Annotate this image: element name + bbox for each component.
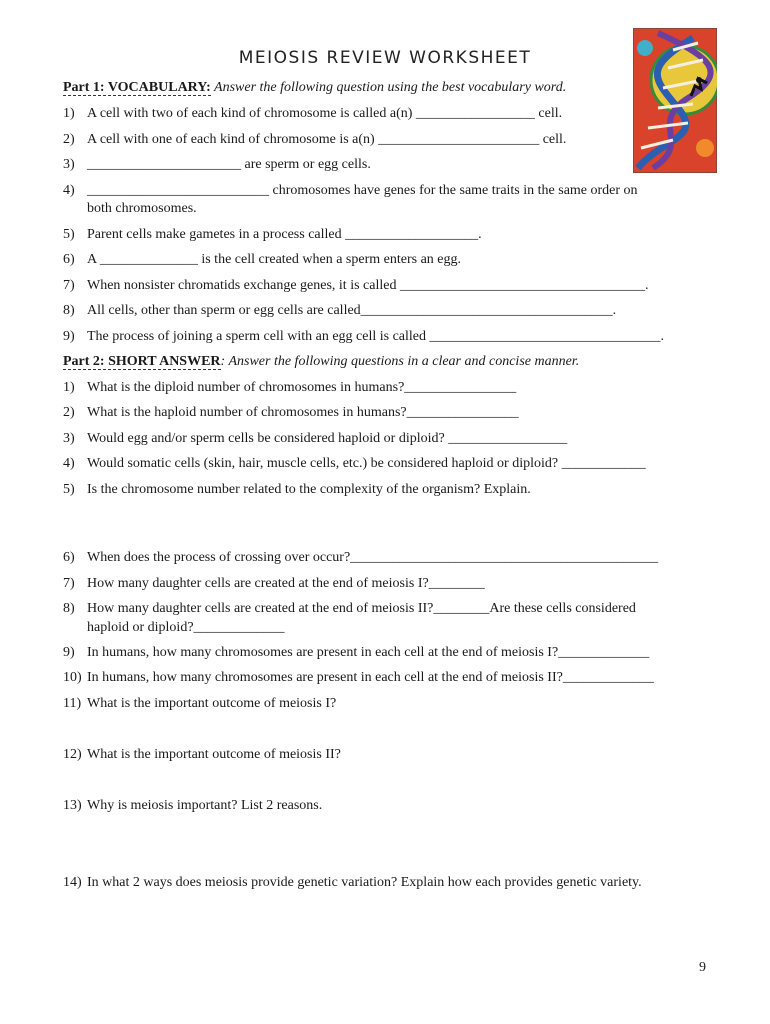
item-number: 4) [63,183,75,198]
page-number: 9 [699,960,706,975]
item-number: 3) [63,157,75,172]
item-number: 2) [63,132,75,147]
dna-illustration [633,28,717,173]
vocab-question-4-cont: both chromosomes. [87,201,197,216]
part1-heading: Part 1: VOCABULARY: Answer the following question using the best vocabulary word. [63,80,567,95]
item-number: 5) [63,227,75,242]
item-number: 2) [63,405,75,420]
part2-heading: Part 2: SHORT ANSWER: Answer the following questions in a clear and concise manner. [63,354,580,369]
item-number: 9) [63,645,75,660]
item-number: 6) [63,252,75,267]
short-question-8-cont: haploid or diploid?_____________ [87,620,285,635]
vocab-question-7: When nonsister chromatids exchange genes, it is called ___________________________________. [87,278,649,293]
item-number: 12) [63,747,82,762]
vocab-question-3: ______________________ are sperm or egg cells. [87,157,371,172]
vocab-question-1: A cell with two of each kind of chromosome is called a(n) _________________ cell. [87,106,563,121]
short-question-12: What is the important outcome of meiosis II? [87,747,341,762]
short-question-6: When does the process of crossing over occur?____________________________________________ [87,550,659,565]
short-question-10: In humans, how many chromosomes are present in each cell at the end of meiosis II?_____________ [87,670,654,685]
item-number: 1) [63,380,75,395]
vocab-question-8: All cells, other than sperm or egg cells are called____________________________________. [87,303,617,318]
item-number: 7) [63,278,75,293]
item-number: 10) [63,670,82,685]
short-question-3: Would egg and/or sperm cells be considered haploid or diploid? _________________ [87,431,568,446]
item-number: 8) [63,303,75,318]
short-question-8: How many daughter cells are created at the end of meiosis II?________Are these cells considered [87,601,636,616]
short-question-4: Would somatic cells (skin, hair, muscle cells, etc.) be considered haploid or diploid? ____________ [87,456,646,471]
short-question-2: What is the haploid number of chromosomes in humans?________________ [87,405,519,420]
vocab-question-5: Parent cells make gametes in a process called ___________________. [87,227,482,242]
worksheet-title: MEIOSIS REVIEW WORKSHEET [238,48,532,68]
item-number: 13) [63,798,82,813]
short-question-11: What is the important outcome of meiosis I? [87,696,337,711]
vocab-question-2: A cell with one of each kind of chromosome is a(n) _______________________ cell. [87,132,567,147]
short-question-14: In what 2 ways does meiosis provide genetic variation? Explain how each provides genetic variety. [87,875,642,890]
short-question-13: Why is meiosis important? List 2 reasons. [87,798,323,813]
item-number: 9) [63,329,75,344]
item-number: 11) [63,696,82,711]
vocab-question-6: A ______________ is the cell created when a sperm enters an egg. [87,252,462,267]
item-number: 4) [63,456,75,471]
short-question-5: Is the chromosome number related to the complexity of the organism? Explain. [87,482,531,497]
vocab-question-9: The process of joining a sperm cell with an egg cell is called _________________________________. [87,329,665,344]
item-number: 1) [63,106,75,121]
vocab-question-4: __________________________ chromosomes have genes for the same traits in the same order on [87,183,638,198]
short-question-7: How many daughter cells are created at the end of meiosis I?________ [87,576,485,591]
item-number: 7) [63,576,75,591]
item-number: 5) [63,482,75,497]
short-question-1: What is the diploid number of chromosomes in humans?________________ [87,380,517,395]
short-question-9: In humans, how many chromosomes are present in each cell at the end of meiosis I?_____________ [87,645,650,660]
item-number: 6) [63,550,75,565]
item-number: 14) [63,875,82,890]
item-number: 3) [63,431,75,446]
item-number: 8) [63,601,75,616]
